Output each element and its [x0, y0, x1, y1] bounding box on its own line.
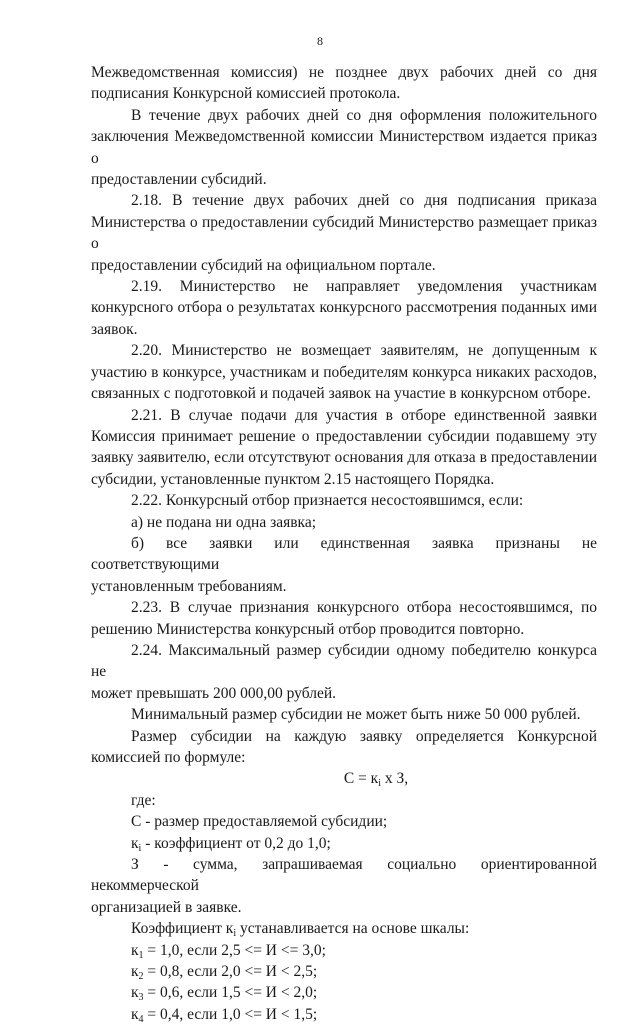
text-line: участию в конкурсе, участникам и победителям конкурса никаких расходов, — [91, 363, 597, 381]
text-line: конкурсного отбора о результатах конкурсного рассмотрения поданных ими — [91, 299, 597, 317]
scale-k: к — [131, 1005, 139, 1023]
formula-lhs: С = к — [343, 770, 379, 788]
text-line: 2.24. Максимальный размер субсидии одному победителю конкурса не — [91, 641, 597, 681]
clause-2-23 — [91, 597, 597, 640]
scale-subscript: 4 — [138, 1013, 144, 1025]
clause-2-22 — [91, 490, 597, 597]
scale-k: к — [131, 984, 139, 1002]
text-line: заявку заявителю, если отсутствуют основания для отказа в предоставлении — [91, 449, 597, 467]
clause-2-24 — [91, 640, 597, 704]
clause-2-21 — [91, 405, 597, 491]
k-subscript: i — [138, 842, 142, 854]
text-line: может превышать 200 000,00 рублей. — [91, 684, 336, 702]
scale-k: к — [131, 963, 139, 981]
scale-text: = 0,8, если 2,0 <= И < 2,5; — [143, 963, 318, 981]
list-item-a: а) не подана ни одна заявка; — [131, 513, 317, 531]
paragraph-scale — [91, 918, 597, 1025]
text-line: установленным требованиям. — [91, 577, 287, 595]
k-scale-pre: Коэффициент к — [131, 920, 234, 938]
text-line: 2.18. В течение двух рабочих дней со дня подписания приказа — [131, 192, 597, 210]
scale-subscript: 3 — [138, 992, 144, 1004]
scale-row — [91, 1004, 597, 1025]
text-line: В течение двух рабочих дней со дня оформления положительного — [131, 106, 597, 124]
text-line: заключения Межведомственной комиссии Министерством издается приказ о — [91, 128, 597, 167]
text-line: предоставлении субсидий. — [91, 171, 267, 189]
text-line: решению Министерства конкурсный отбор проводится повторно. — [91, 620, 525, 638]
paragraph-order-issue — [91, 105, 597, 191]
k-scale-subscript: i — [233, 928, 237, 940]
text-line: 2.22. Конкурсный отбор признается несостоявшимся, если: — [131, 492, 524, 510]
text-line: З - сумма, запрашиваемая социально ориентированной некоммерческой — [91, 856, 597, 895]
text-line: С - размер предоставляемой субсидии; — [131, 813, 388, 831]
k-symbol: к — [131, 834, 139, 852]
scale-row — [91, 961, 597, 982]
text-line: подписания Конкурсной комиссией протокола. — [91, 85, 401, 103]
scale-text: = 1,0, если 2,5 <= И <= 3,0; — [143, 941, 326, 959]
clause-2-20 — [91, 340, 597, 404]
text-line: Минимальный размер субсидии не может быть ниже 50 000 рублей. — [131, 706, 581, 724]
formula-subscript: i — [378, 778, 381, 790]
k-definition — [91, 833, 597, 854]
paragraph-where — [91, 790, 597, 918]
formula-rhs: х З, — [381, 770, 409, 788]
scale-k: к — [131, 941, 139, 959]
paragraph-formula-intro — [91, 726, 597, 769]
text-line: 2.19. Министерство не направляет уведомления участникам — [131, 278, 597, 296]
text-line: заявок. — [91, 320, 138, 338]
k-scale-post: устанавливается на основе шкалы: — [236, 920, 470, 938]
text-line: 2.20. Министерство не возмещает заявителям, не допущенным к — [131, 342, 597, 360]
text-line: Министерства о предоставлении субсидий Министерство размещает приказ о — [91, 213, 597, 253]
scale-row — [91, 982, 597, 1003]
text-line: Размер субсидии на каждую заявку определяется Конкурсной — [131, 727, 597, 745]
scale-text: = 0,4, если 1,0 <= И < 1,5; — [143, 1005, 318, 1023]
scale-subscript: 2 — [138, 971, 144, 983]
formula — [91, 768, 597, 789]
text-line: комиссией по формуле: — [91, 749, 246, 766]
text-line: субсидии, установленные пунктом 2.15 настоящего Порядка. — [91, 470, 495, 488]
paragraph-continuation — [91, 62, 597, 105]
clause-2-18 — [91, 190, 597, 276]
text-line: где: — [131, 791, 156, 809]
page-body — [91, 62, 597, 1025]
text-line: 2.21. В случае подачи для участия в отборе единственной заявки — [131, 406, 597, 424]
list-item-b: б) все заявки или единственная заявка признаны не соответствующими — [91, 534, 597, 574]
page-number: 8 — [317, 34, 323, 48]
paragraph-min-subsidy — [91, 704, 597, 725]
text-line: связанных с подготовкой и подачей заявок на участие в конкурсном отборе. — [91, 385, 591, 403]
scale-subscript: 1 — [138, 949, 144, 961]
k-scale-intro — [91, 918, 597, 939]
text-line: Комиссия принимает решение о предоставлении субсидии подавшему эту — [91, 427, 597, 445]
text-line: Межведомственная комиссия) не позднее двух рабочих дней со дня — [91, 64, 597, 81]
clause-2-19 — [91, 276, 597, 340]
text-line: организацией в заявке. — [91, 898, 242, 916]
text-line: предоставлении субсидий на официальном портале. — [91, 256, 436, 274]
scale-row — [91, 940, 597, 961]
text-line: 2.23. В случае признания конкурсного отбора несостоявшимся, по — [131, 599, 597, 617]
k-definition-text: - коэффициент от 0,2 до 1,0; — [141, 834, 331, 852]
scale-text: = 0,6, если 1,5 <= И < 2,0; — [143, 984, 318, 1002]
